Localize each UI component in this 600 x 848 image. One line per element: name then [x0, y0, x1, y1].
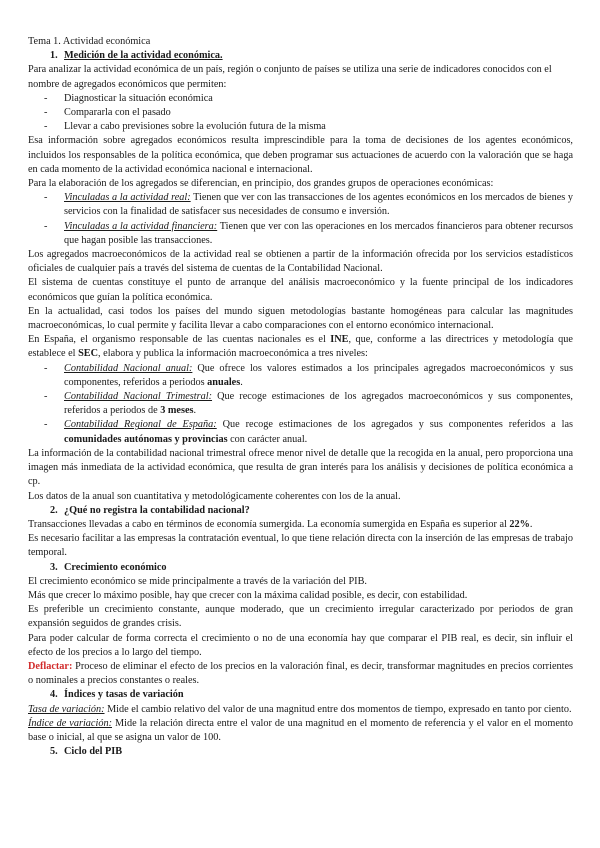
- paragraph: El crecimiento económico se mide principalmente a través de la variación del PIB.: [28, 575, 367, 587]
- paragraph: Los datos de la anual son cuantitativa y metodológicamente coherentes con los de la anual.: [28, 490, 401, 502]
- section-title-3: Crecimiento económico: [64, 561, 167, 573]
- paragraph: Tasa de variación: Mide el cambio relativo del valor de una magnitud entre dos momentos de tiempo, expresado en tanto por ciento.: [28, 703, 572, 715]
- section-title-1: Medición de la actividad económica.: [64, 50, 223, 62]
- paragraph: Deflactar: Proceso de eliminar el efecto de los precios en la valoración final, es decir, transformar magnitudes en precios corrientes o nominales a precios constantes o reales.: [28, 660, 573, 687]
- list-item: - Llevar a cabo previsiones sobre la evolución futura de la misma: [44, 120, 573, 134]
- term: Vinculadas a la actividad financiera:: [64, 220, 218, 232]
- term: Índice de variación:: [28, 717, 112, 729]
- section-title-4: Índices y tasas de variación: [64, 689, 184, 701]
- section-title-2: ¿Qué no registra la contabilidad nacional?: [64, 504, 250, 516]
- list-item: - Contabilidad Nacional anual: Que ofrece los valores estimados a los principales agregados macroeconómicos y sus componentes, referidos a periodos anuales.: [44, 362, 573, 390]
- paragraph: Para poder calcular de forma correcta el crecimiento o no de una economía hay que comparar el PIB real, es decir, sin influir el efecto de los precios a lo largo del tiempo.: [28, 632, 573, 658]
- paragraph: En la actualidad, casi todos los países del mundo siguen metodologías bastante homogéneas para calcular las magnitudes macroeconómicas, lo cual permite y facilita llevar a cabo comparaciones con el entorno económico internacional.: [28, 305, 573, 332]
- term: Contabilidad Regional de España:: [64, 419, 217, 431]
- term: Vinculadas a la actividad real:: [64, 192, 191, 204]
- paragraph: Transacciones llevadas a cabo en términos de economía sumergida. La economía sumergida en España es superior al 22%.: [28, 518, 533, 530]
- term: Contabilidad Nacional anual:: [64, 362, 193, 374]
- paragraph: Es necesario facilitar a las empresas la contratación eventual, lo que tiene relación directa con la inserción de las empresas de trabajo temporal.: [28, 533, 573, 559]
- levels-list: [28, 362, 573, 447]
- paragraph: En España, el organismo responsable de las cuentas nacionales es el INE, que, conforme a las directrices y metodología que establece el SEC, elabora y publica la información macroeconómica a tres niveles:: [28, 334, 573, 360]
- paragraph: Los agregados macroeconómicos de la actividad real se obtienen a partir de la información ofrecida por los servicios estadísticos oficiales de cualquier país a través del sistema de cuentas de la Contabilidad Nacional.: [28, 249, 573, 275]
- term: Tasa de variación:: [28, 703, 105, 715]
- operations-list: [28, 191, 573, 248]
- section-heading-1: 1. Medición de la actividad económica.: [50, 50, 223, 62]
- list-item: - Compararla con el pasado: [44, 106, 573, 120]
- section-heading-4: 4. Índices y tasas de variación: [50, 689, 184, 701]
- paragraph: Para la elaboración de los agregados se diferencian, en principio, dos grandes grupos de operaciones económicas:: [28, 178, 494, 190]
- section-heading-3: 3. Crecimiento económico: [50, 561, 167, 573]
- section-heading-2: 2. ¿Qué no registra la contabilidad nacional?: [50, 504, 250, 516]
- paragraph: Más que crecer lo máximo posible, hay que crecer con la máxima calidad posible, es decir, con estabilidad.: [28, 589, 468, 601]
- paragraph: El sistema de cuentas constituye el punto de arranque del análisis macroeconómico y la fuente principal de los indicadores económicos que guían la política económica.: [28, 277, 573, 303]
- list-item: - Vinculadas a la actividad real: Tienen que ver con las transacciones de los agentes económicos en los mercados de bienes y servicios con la finalidad de satisfacer sus necesidades de consumo e inversión.: [44, 191, 573, 219]
- paragraph: Índice de variación: Mide la relación directa entre el valor de una magnitud en el momento de referencia y el valor en el momento base o inicial, al que se asigna un valor de 100.: [28, 717, 573, 743]
- term: Contabilidad Nacional Trimestral:: [64, 391, 213, 403]
- paragraph-intro: Para analizar la actividad económica de un país, región o conjunto de países se utiliza una serie de indicadores conocidos con el nombre de agregados económicos que permiten:: [28, 64, 552, 90]
- list-item: - Contabilidad Nacional Trimestral: Que recoge estimaciones de los agregados macroeconómicos y sus componentes, referidos a periodos de 3 meses.: [44, 390, 573, 418]
- paragraph: Es preferible un crecimiento constante, aunque moderado, que un crecimiento irregular caracterizado por periodos de gran expansión seguidos de grandes crisis.: [28, 604, 573, 630]
- list-item: - Contabilidad Regional de España: Que recoge estimaciones de los agregados y sus componentes referidos a las comunidades autónomas y provincias con carácter anual.: [44, 418, 573, 446]
- list-item: - Diagnosticar la situación económica: [44, 92, 573, 106]
- paragraph: Esa información sobre agregados económicos resulta imprescindible para la toma de decisiones de los agentes económicos, incluidos los responsables de la política económica, que deben programar sus actuaciones de acuerdo con la valoración que se haga en cada momento de la actividad económica nacional e internacional.: [28, 135, 573, 175]
- topic-title: Tema 1. Actividad económica: [28, 36, 151, 47]
- section-title-5: Ciclo del PIB: [64, 746, 123, 758]
- section-heading-5: 5. Ciclo del PIB: [50, 746, 123, 758]
- list-item: - Vinculadas a la actividad financiera: Tienen que ver con las operaciones en los mercados financieros para obtener recursos que hagan posible las transacciones.: [44, 220, 573, 248]
- paragraph: La información de la contabilidad nacional trimestral ofrece menor nivel de detalle que la recogida en la anual, pero proporciona una imagen más inmediata de la actividad económica, que resulta de gran interés para los análisis y decisiones de política económica a cp.: [28, 447, 574, 488]
- purpose-list: [28, 92, 573, 135]
- deflate-term: Deflactar:: [28, 660, 73, 672]
